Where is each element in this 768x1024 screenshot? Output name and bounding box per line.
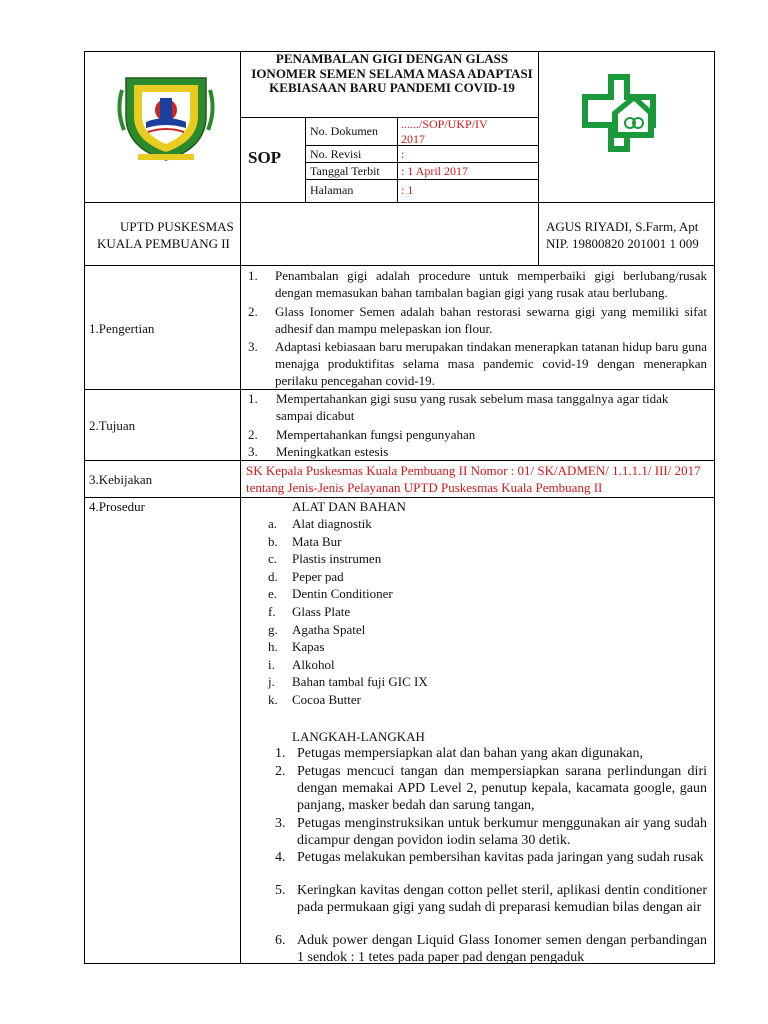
section-label-kebijakan: 3.Kebijakan <box>89 472 153 487</box>
tujuan-item-2: Mempertahankan fungsi pengunyahan <box>276 427 476 442</box>
meta-label-dokumen: No. Dokumen <box>310 124 378 138</box>
alat-item: Glass Plate <box>292 604 351 619</box>
meta-label-tanggal: Tanggal Terbit <box>310 164 380 178</box>
alat-item-letter: g. <box>268 621 278 637</box>
alat-item-letter: i. <box>268 656 275 672</box>
langkah-item: Petugas mencuci tangan dan mempersiapkan sarana perlindungan diri dengan memakai APD Level 2, penutup kepala, kacamata google, gaun panjang, masker bedah dan sarung tangan, <box>297 764 707 813</box>
table-border-left <box>84 51 85 964</box>
alat-item-letter: b. <box>268 533 278 549</box>
langkah-item-number: 3. <box>275 816 286 831</box>
alat-item-letter: a. <box>268 516 278 531</box>
pengertian-item-2: Glass Ionomer Semen adalah bahan restorasi sewarna gigi yang memiliki sifat adhesif dan mampu melepaskan ion flour. <box>275 304 707 336</box>
pengertian-number-2: 2. <box>248 304 258 319</box>
institution-row-line <box>84 265 715 266</box>
meta-value-tanggal: : 1 April 2017 <box>401 164 469 178</box>
body-divider <box>240 265 241 964</box>
meta-value-dokumen: ....../SOP/UKP/IV 2017 <box>401 117 488 146</box>
pengertian-item-1: Penambalan gigi adalah procedure untuk memperbaiki gigi berlubang/rusak dengan memasukan bahan tambalan bagian gigi yang rusak atau berlubang. <box>275 268 707 300</box>
alat-item-letter: e. <box>268 586 278 602</box>
section-label-pengertian: 1.Pengertian <box>89 321 155 336</box>
alat-item: Dentin Conditioner <box>292 586 393 602</box>
alat-item-letter: f. <box>268 604 276 619</box>
regional-emblem-logo <box>112 70 220 162</box>
institution-name-line2: KUALA PEMBUANG II <box>97 236 230 251</box>
tujuan-item-1: Mempertahankan gigi susu yang rusak sebelum masa tanggalnya agar tidak sampai dicabut <box>276 391 669 423</box>
alat-item: Alat diagnostik <box>292 516 372 531</box>
alat-item: Alkohol <box>292 656 335 672</box>
meta-label-halaman: Halaman <box>310 183 354 197</box>
langkah-item: Keringkan kavitas dengan cotton pellet steril, aplikasi dentin conditioner pada permukaan gigi yang sudah di preparasi kemudian bilas dengan air <box>297 883 707 915</box>
tujuan-item-3: Meningkatkan estesis <box>276 444 389 459</box>
alat-item-letter: k. <box>268 692 278 707</box>
sop-label: SOP <box>248 148 282 167</box>
meta-label-revisi: No. Revisi <box>310 147 362 161</box>
meta-divider <box>305 117 306 202</box>
alat-item: Plastis instrumen <box>292 551 382 567</box>
alat-item: Cocoa Butter <box>292 692 361 707</box>
alat-heading: ALAT DAN BAHAN <box>292 499 406 514</box>
alat-item: Agatha Spatel <box>292 621 366 637</box>
table-border-right <box>714 51 715 964</box>
section-label-tujuan: 2.Tujuan <box>89 418 136 433</box>
langkah-item-number: 5. <box>275 883 286 898</box>
signer-nip: NIP. 19800820 201001 1 009 <box>546 236 699 251</box>
langkah-item-number: 4. <box>275 850 286 865</box>
pengertian-number-1: 1. <box>248 268 258 283</box>
signer-name: AGUS RIYADI, S.Farm, Apt <box>546 219 699 234</box>
langkah-item: Petugas melakukan pembersihan kavitas pada jaringan yang sudah rusak <box>297 850 704 865</box>
langkah-item: Petugas menginstruksikan untuk berkumur menggunakan air yang sudah dicampur dengan povidon iodin selama 30 detik. <box>297 816 707 848</box>
document-title: PENAMBALAN GIGI DENGAN GLASS IONOMER SEMEN SELAMA MASA ADAPTASI KEBIASAAN BARU PANDEMI COVID-19 <box>251 51 533 95</box>
langkah-item-number: 2. <box>275 764 286 779</box>
header-divider-left <box>240 51 241 265</box>
langkah-item-number: 1. <box>275 746 286 761</box>
meta-value-halaman: : 1 <box>401 183 414 197</box>
section-label-prosedur: 4.Prosedur <box>89 499 145 514</box>
langkah-heading: LANGKAH-LANGKAH <box>292 729 425 744</box>
alat-item: Peper pad <box>292 568 344 584</box>
kebijakan-text: SK Kepala Puskesmas Kuala Pembuang II Nomor : 01/ SK/ADMEN/ 1.1.1.1/ III/ 2017 tentang Jenis-Jenis Pelayanan UPTD Puskesmas Kuala Pembuang II <box>246 463 701 495</box>
pengertian-number-3: 3. <box>248 339 258 354</box>
langkah-item: Petugas mempersiapkan alat dan bahan yang akan digunakan, <box>297 746 643 761</box>
alat-item-letter: h. <box>268 639 278 655</box>
tujuan-number-2: 2. <box>248 427 258 442</box>
row-line-tujuan <box>84 460 715 461</box>
alat-item-letter: d. <box>268 568 278 584</box>
tujuan-number-1: 1. <box>248 391 258 406</box>
alat-item-letter: c. <box>268 551 278 567</box>
alat-item: Kapas <box>292 639 325 655</box>
meta-value-divider <box>397 117 398 202</box>
tujuan-number-3: 3. <box>248 444 258 459</box>
alat-item: Mata Bur <box>292 533 342 549</box>
alat-item: Bahan tambal fuji GIC IX <box>292 674 428 690</box>
institution-name-line1: UPTD PUSKESMAS <box>120 219 234 234</box>
header-band-line <box>84 202 715 203</box>
meta-value-revisi: : <box>401 147 405 161</box>
langkah-item: Aduk power dengan Liquid Glass Ionomer semen dengan perbandingan 1 sendok : 1 tetes pada paper pad dengan pengaduk <box>297 933 707 965</box>
alat-item-letter: j. <box>268 674 275 690</box>
pengertian-item-3: Adaptasi kebiasaan baru merupakan tindakan menerapkan tatanan hidup baru guna menajga produktifitas selama masa pandemic covid-19 dengan menerapkan perilaku pencegahan covid-19. <box>275 339 707 388</box>
puskesmas-cross-logo <box>578 72 660 154</box>
langkah-item-number: 6. <box>275 933 286 948</box>
